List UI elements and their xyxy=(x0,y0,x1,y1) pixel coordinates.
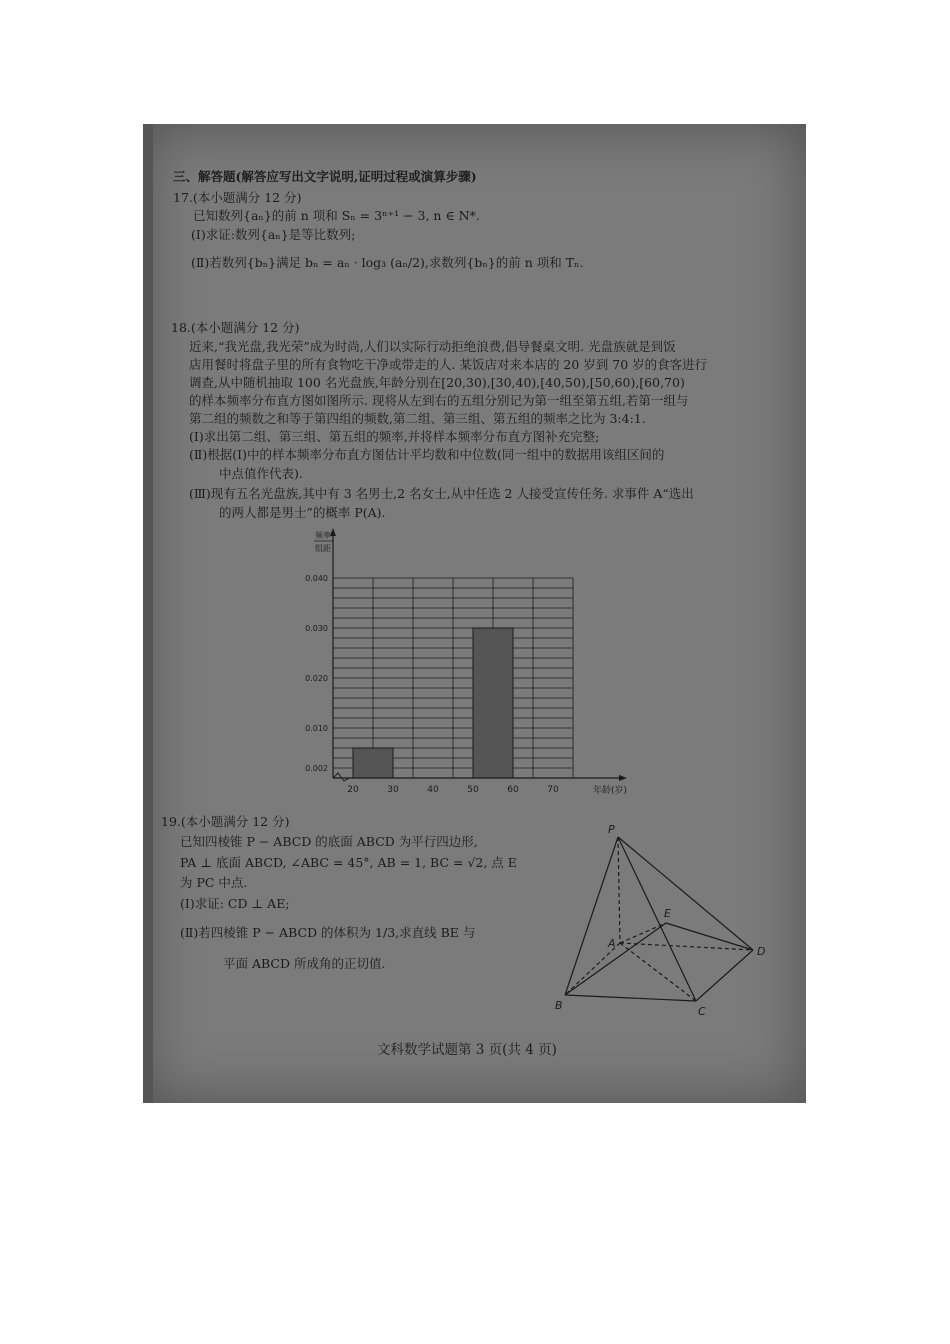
y-tick-label: 0.020 xyxy=(305,674,328,683)
page-edge-shadow xyxy=(143,124,153,1103)
x-axis-arrow xyxy=(619,775,627,781)
q17-part2: (Ⅱ)若数列{bₙ}满足 bₙ = aₙ · log₃ (aₙ/2),求数列{bₙ}的前 n 项和 Tₙ. xyxy=(191,255,584,270)
edge-pb xyxy=(565,837,618,995)
x-tick-label: 60 xyxy=(507,785,519,795)
q19-header: 19.(本小题满分 12 分) xyxy=(161,814,290,829)
q19-line3: 为 PC 中点. xyxy=(180,875,248,890)
q17-header: 17.(本小题满分 12 分) xyxy=(173,190,302,205)
q19-line1: 已知四棱锥 P − ABCD 的底面 ABCD 为平行四边形, xyxy=(180,834,478,849)
y-tick-label: 0.002 xyxy=(305,764,328,773)
segment-ac xyxy=(620,943,696,1001)
label-p: P xyxy=(608,823,615,836)
label-a: A xyxy=(608,937,616,950)
edge-pa xyxy=(618,837,620,943)
frequency-histogram xyxy=(293,524,673,804)
segment-be xyxy=(565,923,666,995)
page-footer: 文科数学试题第 3 页(共 4 页) xyxy=(377,1042,557,1058)
q19-part1: (Ⅰ)求证: CD ⊥ AE; xyxy=(180,896,290,911)
q18-line-3: 调查,从中随机抽取 100 名光盘族,年龄分别在[20,30),[30,40),[40,50),[50,60),[60,70) xyxy=(189,375,685,390)
x-axis-label: 年龄(岁) xyxy=(593,786,628,796)
edge-pd xyxy=(618,837,753,950)
x-tick-label: 20 xyxy=(347,785,359,795)
q18-line-4: 的样本频率分布直方图如图所示. 现将从左到右的五组分别记为第一组至第五组,若第一组与 xyxy=(189,393,689,408)
q18-part2a: (Ⅱ)根据(Ⅰ)中的样本频率分布直方图估计平均数和中位数(同一组中的数据用该组区间的 xyxy=(189,447,665,462)
y-tick-label: 0.030 xyxy=(305,624,328,633)
y-axis-label-bottom: 组距 xyxy=(315,544,331,553)
q19-line2: PA ⊥ 底面 ABCD, ∠ABC = 45°, AB = 1, BC = √2, 点 E xyxy=(180,855,517,870)
q18-part2b: 中点值作代表). xyxy=(219,466,303,481)
q17-line1: 已知数列{aₙ}的前 n 项和 Sₙ = 3ⁿ⁺¹ − 3, n ∈ N*. xyxy=(193,208,480,223)
axis-break-mark xyxy=(333,773,349,781)
y-tick-label: 0.040 xyxy=(305,574,328,583)
q18-part3a: (Ⅲ)现有五名光盘族,其中有 3 名男士,2 名女士,从中任选 2 人接受宣传任务. 求事件 A“选出 xyxy=(189,486,694,501)
edge-pc xyxy=(618,837,696,1001)
histogram-bar xyxy=(353,748,393,778)
label-e: E xyxy=(664,907,671,920)
x-tick-label: 40 xyxy=(427,785,439,795)
q18-line-1: 近来,“我光盘,我光荣”成为时尚,人们以实际行动拒绝浪费,倡导餐桌文明. 光盘族就是到饭 xyxy=(189,339,676,354)
x-tick-label: 50 xyxy=(467,785,479,795)
q18-line-5: 第二组的频数之和等于第四组的频数,第二组、第三组、第五组的频率之比为 3:4:1. xyxy=(189,411,646,426)
q18-part3b: 的两人都是男士”的概率 P(A). xyxy=(219,505,386,520)
pyramid-figure xyxy=(548,819,778,1019)
q18-part1: (Ⅰ)求出第二组、第三组、第五组的频率,并将样本频率分布直方图补充完整; xyxy=(189,429,600,444)
label-d: D xyxy=(757,945,766,958)
x-tick-label: 30 xyxy=(387,785,399,795)
q18-header: 18.(本小题满分 12 分) xyxy=(171,320,300,335)
q19-part2a: (Ⅱ)若四棱锥 P − ABCD 的体积为 1/3,求直线 BE 与 xyxy=(180,925,476,940)
section-heading: 三、解答题(解答应写出文字说明,证明过程或演算步骤) xyxy=(173,169,477,184)
q19-part2b: 平面 ABCD 所成角的正切值. xyxy=(223,956,386,971)
edge-bc xyxy=(565,995,696,1001)
label-c: C xyxy=(698,1005,706,1018)
exam-page-photo xyxy=(143,124,806,1103)
q17-part1: (Ⅰ)求证:数列{aₙ}是等比数列; xyxy=(191,227,356,242)
x-tick-label: 70 xyxy=(547,785,559,795)
edge-cd xyxy=(696,950,753,1001)
label-b: B xyxy=(555,999,563,1012)
y-tick-label: 0.010 xyxy=(305,724,328,733)
y-axis-label-top: 频率 xyxy=(315,531,331,540)
q18-line-2: 店用餐时将盘子里的所有食物吃干净或带走的人. 某饭店对来本店的 20 岁到 70 岁的食客进行 xyxy=(189,357,708,372)
histogram-bar xyxy=(473,628,513,778)
